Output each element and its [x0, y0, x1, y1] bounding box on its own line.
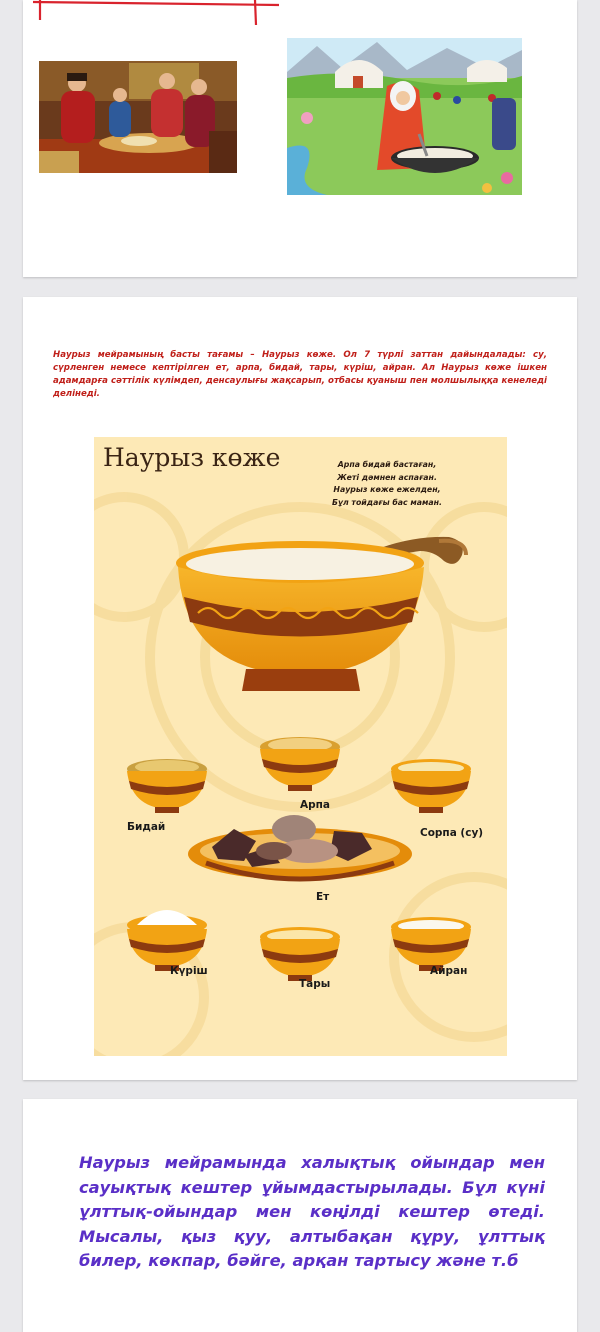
poster-poem	[322, 459, 452, 509]
label-biday: Бидай	[127, 821, 166, 833]
intro-text: Наурыз мейрамының басты тағамы – Наурыз көже. Ол 7 түрлі заттан дайындалады: су, сүрленген немесе кептірілген ет, арпа, бидай, тары, күріш, айран. Ал Наурыз көже ішкен адамдарға сәттілік күлімдеп, денсаулығы жақсарып, отбасы қуаныш пен молшылыққа кенеледі делінеді.	[53, 350, 547, 399]
slide-1	[23, 0, 577, 277]
poster-artwork	[94, 437, 507, 1056]
feast-painting	[39, 61, 237, 173]
label-sorpa: Сорпа (су)	[420, 827, 484, 839]
label-arpa: Арпа	[300, 799, 330, 811]
slide-3	[23, 1099, 577, 1332]
games-text: Наурыз мейрамында халықтық ойындар мен сауықтық кештер ұйымдастырылады. Бұл күні ұлттық-ойындар мен көңілді кештер өтеді. Мысалы, қыз қуу, алтыбақан құру, ұлттық билер, көкпар, бәйге, арқан тартысу және т.б	[79, 1153, 545, 1270]
slide-2	[23, 297, 577, 1080]
label-kurish: Күріш	[170, 965, 208, 977]
label-tary: Тары	[299, 978, 331, 990]
poem-line: Бұл тойдағы бас маман.	[331, 497, 442, 507]
naurys-koje-poster	[94, 437, 507, 1056]
koje-cooking-illustration	[287, 38, 522, 195]
poster-title: Наурыз көже	[103, 443, 281, 472]
label-et: Ет	[316, 891, 330, 903]
red-marker-lines	[23, 0, 577, 30]
poem-line: Арпа бидай бастаған,	[337, 460, 437, 469]
label-airan: Айран	[430, 965, 468, 977]
poem-line: Наурыз көже ежелден,	[333, 485, 441, 494]
poem-line: Жеті дәмнен аспаған.	[337, 472, 437, 482]
